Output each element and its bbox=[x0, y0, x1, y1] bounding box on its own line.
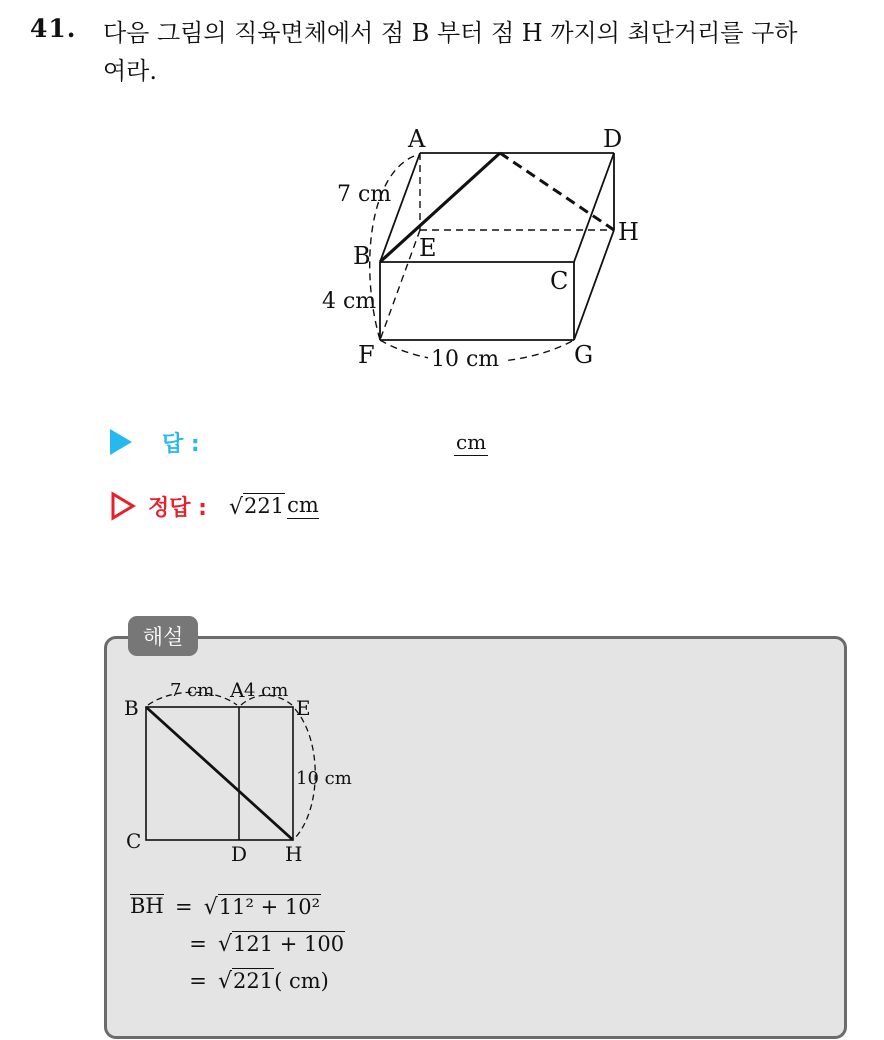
point-c: C bbox=[550, 267, 569, 295]
segment-bh: BH bbox=[130, 894, 164, 919]
point-h: H bbox=[618, 218, 639, 246]
question-number: 41. bbox=[30, 14, 77, 43]
correct-radicand: 221 bbox=[244, 494, 285, 519]
question-line-2: 여라. bbox=[103, 57, 157, 85]
equals-1: = bbox=[174, 894, 193, 919]
explanation-tag: 해설 bbox=[128, 616, 198, 656]
equals-3: = bbox=[189, 968, 207, 993]
answer-blank-unit: cm bbox=[456, 430, 487, 454]
equation-line-3: = √ 221 ( cm) bbox=[130, 962, 345, 999]
net-point-c: C bbox=[126, 829, 142, 853]
point-b: B bbox=[353, 242, 371, 270]
radicand-2: 121 + 100 bbox=[233, 931, 345, 956]
dim-10cm: 10 cm bbox=[431, 347, 500, 372]
question-line-1: 다음 그림의 직육면체에서 점 B 부터 점 H 까지의 최단거리를 구하 bbox=[103, 19, 798, 47]
dim-4cm: 4 cm bbox=[322, 289, 377, 314]
net-point-b: B bbox=[124, 696, 139, 720]
correct-unit: cm bbox=[287, 493, 319, 518]
equation-line-1: BH = √ 11² + 10² bbox=[130, 894, 321, 921]
point-a: A bbox=[408, 125, 426, 153]
correct-value: √ 221 cm bbox=[228, 493, 319, 520]
point-d: D bbox=[603, 125, 623, 153]
point-f: F bbox=[358, 341, 375, 369]
net-point-e: E bbox=[296, 696, 311, 720]
dim-7cm: 7 cm bbox=[337, 182, 392, 207]
net-point-a: A bbox=[230, 678, 245, 702]
radicand-1: 11² + 10² bbox=[218, 894, 321, 919]
point-e: E bbox=[419, 234, 437, 262]
correct-label: 정답 : bbox=[148, 495, 207, 521]
solution-equation bbox=[130, 888, 345, 999]
net-dim-7cm: 7 cm bbox=[170, 680, 215, 701]
point-g: G bbox=[574, 341, 594, 369]
net-point-d: D bbox=[231, 842, 248, 866]
answer-label: 답 : bbox=[162, 431, 200, 457]
net-dim-4cm: 4 cm bbox=[244, 680, 289, 701]
net-diagonal-bh bbox=[146, 707, 293, 840]
net-dim-10cm: 10 cm bbox=[296, 768, 352, 789]
equation-unit: ( cm) bbox=[274, 968, 329, 993]
net-point-h: H bbox=[285, 842, 303, 866]
equation-line-2: = √ 121 + 100 bbox=[130, 925, 345, 962]
radicand-3: 221 bbox=[233, 968, 274, 993]
equals-2: = bbox=[189, 931, 207, 956]
